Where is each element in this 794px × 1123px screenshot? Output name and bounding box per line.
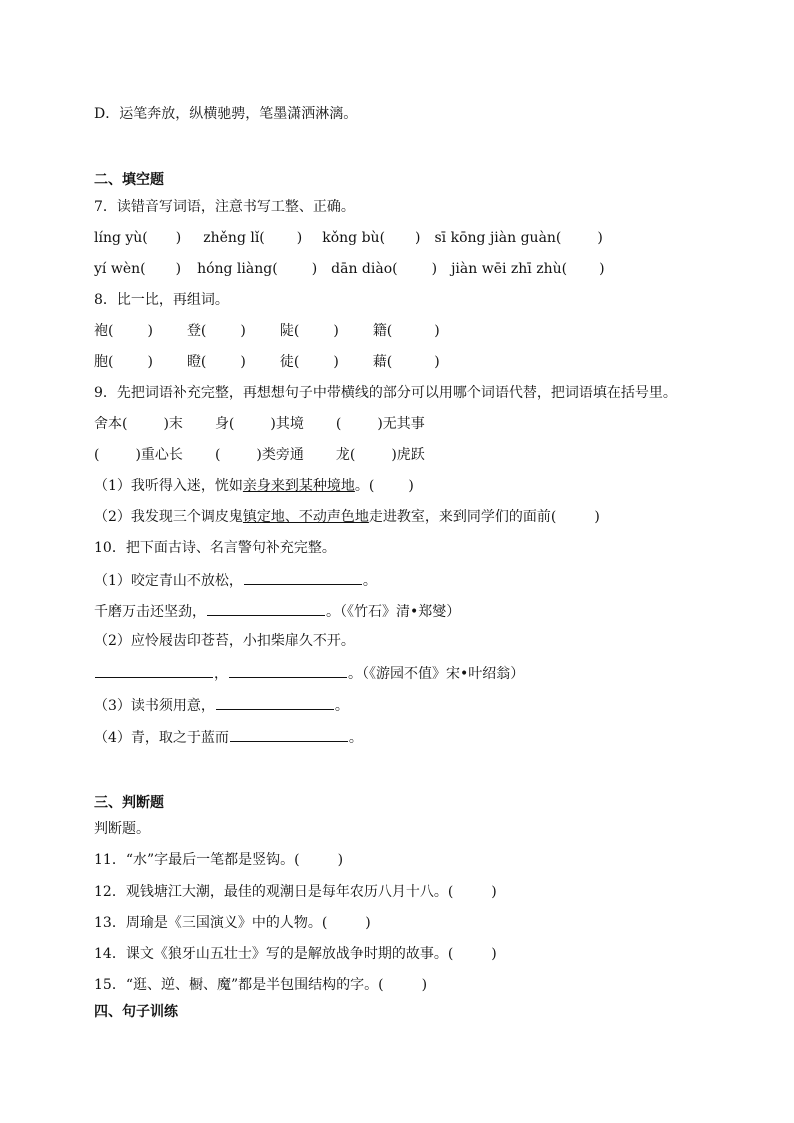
pinyin-prompt: sī kōng jiàn guàn( (434, 230, 562, 246)
fill-blank[interactable] (95, 663, 213, 678)
char-prompt: 徒( (279, 354, 300, 370)
q9-sub-2 (94, 508, 600, 526)
judge-item-15 (94, 976, 427, 994)
answer-paren-close[interactable]: ) (421, 977, 428, 993)
idiom-suffix[interactable]: )类旁通 (256, 447, 304, 463)
judge-item-14 (94, 945, 497, 963)
idiom-suffix[interactable]: )重心长 (135, 447, 183, 463)
judge-statement: 14．课文《狼牙山五壮士》写的是解放战争时期的故事。( (94, 946, 454, 962)
answer-paren-close[interactable]: ) (491, 884, 497, 900)
answer-paren-close[interactable]: ) (240, 323, 246, 339)
answer-paren-close[interactable]: ) (337, 852, 344, 868)
answer-paren-close[interactable]: ) (147, 323, 153, 339)
answer-paren-close[interactable]: ) (296, 230, 303, 246)
char-prompt: 胞( (94, 354, 114, 370)
answer-paren-close[interactable]: ) (333, 323, 339, 339)
idiom-prompt: 舍本( (94, 416, 128, 432)
answer-paren-close[interactable]: ) (415, 230, 421, 246)
fill-blank[interactable] (229, 663, 347, 678)
answer-paren-close[interactable]: ) (434, 354, 440, 370)
idiom-prompt: ( (94, 447, 100, 463)
pinyin-prompt: kǒng bù( (322, 230, 386, 246)
q10-line-3: （2）应怜屐齿印苍苔，小扣柴扉久不开。 (94, 633, 355, 649)
poem-text: 千磨万击还坚劲， (94, 604, 206, 620)
q10-line-2 (94, 601, 460, 621)
answer-paren-close[interactable]: ) (434, 323, 440, 339)
poem-source: 。（《游园不值》宋•叶绍翁） (348, 666, 525, 682)
poem-text: 。 (348, 730, 363, 746)
judge-statement: 11．“水”字最后一笔都是竖钩。( (94, 852, 300, 868)
pinyin-prompt: zhěng lǐ( (203, 230, 265, 246)
q10-stem: 10．把下面古诗、名言警句补充完整。 (94, 540, 336, 556)
char-prompt: 陡( (279, 323, 300, 339)
q10-line-4 (94, 663, 524, 683)
idiom-prompt: 身( (214, 416, 235, 432)
sentence-text: 走进教室，来到同学们的面前( (368, 509, 557, 525)
q9-idiom-row-1 (94, 415, 425, 433)
poem-text: 。 (334, 698, 349, 714)
answer-paren-close[interactable]: ) (431, 261, 438, 277)
q8-row-1 (94, 322, 440, 340)
idiom-suffix[interactable]: )无其事 (377, 416, 425, 432)
answer-paren-close[interactable]: ) (365, 915, 371, 931)
pinyin-prompt: dān diào( (331, 261, 398, 277)
q9-idiom-row-2 (94, 446, 425, 464)
answer-paren-close[interactable]: ) (175, 230, 182, 246)
sentence-text: （2）我发现三个调皮鬼 (94, 509, 243, 525)
pinyin-prompt: líng yù( (94, 230, 148, 246)
idiom-prompt: ( (214, 447, 221, 463)
idiom-suffix[interactable]: )其境 (270, 416, 304, 432)
answer-paren-close[interactable]: ) (599, 261, 605, 277)
poem-text: （3）读书须用意， (94, 698, 215, 714)
fill-blank[interactable] (216, 695, 334, 710)
s3-intro: 判断题。 (94, 821, 150, 837)
answer-paren-close[interactable]: ) (147, 354, 153, 370)
answer-paren-close[interactable]: ) (491, 946, 497, 962)
idiom-suffix[interactable]: )末 (163, 416, 183, 432)
q6-option-d: D．运笔奔放，纵横驰骋，笔墨潇洒淋漓。 (94, 106, 358, 122)
char-prompt: 瞪( (186, 354, 207, 370)
char-prompt: 籍( (372, 323, 393, 339)
char-prompt: 袍( (94, 323, 114, 339)
judge-item-11 (94, 851, 343, 869)
idiom-prompt: ( (335, 416, 342, 432)
q9-stem: 9．先把词语补充完整，再想想句子中带横线的部分可以用哪个词语代替，把词语填在括号里。 (94, 385, 677, 401)
pinyin-prompt: hóng liàng( (197, 261, 278, 277)
poem-text: 。 (362, 573, 377, 589)
judge-item-13 (94, 914, 371, 932)
char-prompt: 藉( (372, 354, 393, 370)
section-2-heading: 二、填空题 (94, 172, 164, 188)
answer-paren-close[interactable]: ) (408, 478, 414, 494)
q10-line-1 (94, 570, 377, 590)
fill-blank[interactable] (244, 570, 362, 585)
section-4-heading: 四、句子训练 (94, 1004, 178, 1020)
q7-stem: 7．读错音写词语，注意书写工整、正确。 (94, 199, 355, 215)
poem-text: （4）青，取之于蓝而 (94, 730, 229, 746)
idiom-prompt: 龙( (335, 447, 356, 463)
pinyin-prompt: jiàn wēi zhī zhù( (451, 261, 568, 277)
answer-paren-close[interactable]: ) (594, 509, 600, 525)
q7-pinyin-row-2 (94, 260, 605, 278)
q8-stem: 8．比一比，再组词。 (94, 292, 229, 308)
answer-paren-close[interactable]: ) (240, 354, 246, 370)
poem-text: （1）咬定青山不放松， (94, 573, 243, 589)
fill-blank[interactable] (207, 601, 325, 616)
section-3-heading: 三、判断题 (94, 795, 164, 811)
sentence-text: （1）我听得入迷，恍如 (94, 478, 243, 494)
answer-paren-close[interactable]: ) (175, 261, 182, 277)
answer-paren-close[interactable]: ) (597, 230, 603, 246)
idiom-suffix[interactable]: )虎跃 (391, 447, 425, 463)
sentence-text: 。( (354, 478, 375, 494)
underlined-phrase: 亲身来到某种境地 (242, 478, 355, 494)
fill-blank[interactable] (230, 727, 348, 742)
q9-sub-1 (94, 477, 414, 495)
judge-statement: 12．观钱塘江大潮，最佳的观潮日是每年农历八月十八。( (94, 884, 454, 900)
answer-paren-close[interactable]: ) (333, 354, 339, 370)
underlined-phrase: 镇定地、不动声色地 (242, 509, 369, 525)
answer-paren-close[interactable]: ) (311, 261, 318, 277)
q10-line-6 (94, 727, 363, 747)
judge-statement: 13．周瑜是《三国演义》中的人物。( (94, 915, 328, 931)
q8-row-2 (94, 353, 440, 371)
judge-statement: 15．“逛、逆、橱、魔”都是半包围结构的字。( (94, 977, 384, 993)
char-prompt: 登( (186, 323, 207, 339)
poem-text: ， (214, 666, 228, 682)
judge-item-12 (94, 883, 497, 901)
q10-line-5 (94, 695, 349, 715)
q7-pinyin-row-1 (94, 229, 603, 247)
poem-source: 。（《竹石》清•郑燮） (326, 604, 461, 620)
pinyin-prompt: yí wèn( (94, 261, 146, 277)
